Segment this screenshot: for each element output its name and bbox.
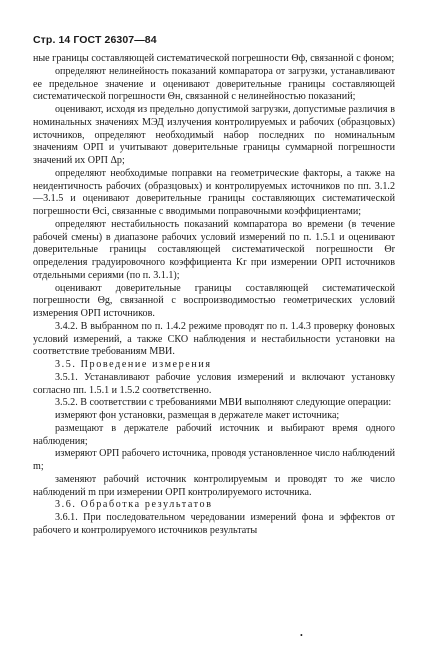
paragraph: оценивают, исходя из предельно допустимой загрузки, допустимые различия в номинальных значениях МЭД излучения контролируемых и рабочих (образцовых) источников, определяют необходимый набор последних по номинальным значениям ОРП и учитывают доверительные границы суммарной погрешности значений их ОРП Δр; [33,104,395,166]
paragraph: 3.6.1. При последовательном чередовании измерений фона и эффектов от рабочего и контролируемого источников результаты [33,512,395,536]
paragraph: определяют нестабильность показаний компаратора во времени (в течение рабочей смены) в диапазоне рабочих условий измерений по п. 1.5.1 и оценивают доверительные границы составляющей систематической погрешности Θr определения градуировочного коэффициента Kr при измерении ОРП источников отдельными сериями (по п. 3.1.1); [33,218,395,281]
paragraph: заменяют рабочий источник контролируемым и проводят то же число наблюдений m при измерении ОРП контролируемого источника. [33,473,395,498]
page-header: Стр. 14 ГОСТ 26307—84 [33,34,157,46]
paragraph: определяют нелинейность показаний компаратора от загрузки, устанавливают ее предельное значение и оценивают доверительные границы составляющей систематической погрешности Θн, связанной с нелинейностью показаний; [33,65,395,103]
paragraph: 3.5.2. В соответствии с требованиями МВИ выполняют следующие операции: [55,397,392,409]
section-heading: 3.5. Проведение измерения [55,359,212,370]
paragraph: измеряют ОРП рабочего источника, проводя установленное число наблюдений m; [33,448,396,472]
paragraph: измеряют фон установки, размещая в держателе макет источника; [55,410,340,421]
paragraph: размещают в держателе рабочий источник и выбирают время одного наблюдения; [33,422,395,447]
page-mark: • [300,631,303,640]
paragraph: 3.5.1. Устанавливают рабочие условия измерений и включают установку согласно пп. 1.5.1 и 1.5.2 соответственно. [33,371,395,396]
section-heading: 3.6. Обработка результатов [55,499,213,511]
paragraph: 3.4.2. В выбранном по п. 1.4.2 режиме проводят по п. 1.4.3 проверку фоновых условий измерений, а также СКО наблюдения и нестабильности установки на соответствие требованиям МВИ. [33,320,395,358]
paragraph: оценивают доверительные границы составляющей систематической погрешности Θg, связанной с воспроизводимостью геометрических условий измерения ОРП источников. [33,282,395,319]
paragraph: ные границы составляющей систематической погрешности Θф, связанной с фоном; [33,53,395,64]
paragraph: определяют необходимые поправки на геометрические факторы, а также на неидентичность рабочих (образцовых) и контролируемых источников по пп. 3.1.2—3.1.5 и оценивают доверительные границы составляющих систематической погрешности Θci, связанные с вводимыми поправочными коэффициентами; [33,167,395,217]
document-body [33,53,395,538]
